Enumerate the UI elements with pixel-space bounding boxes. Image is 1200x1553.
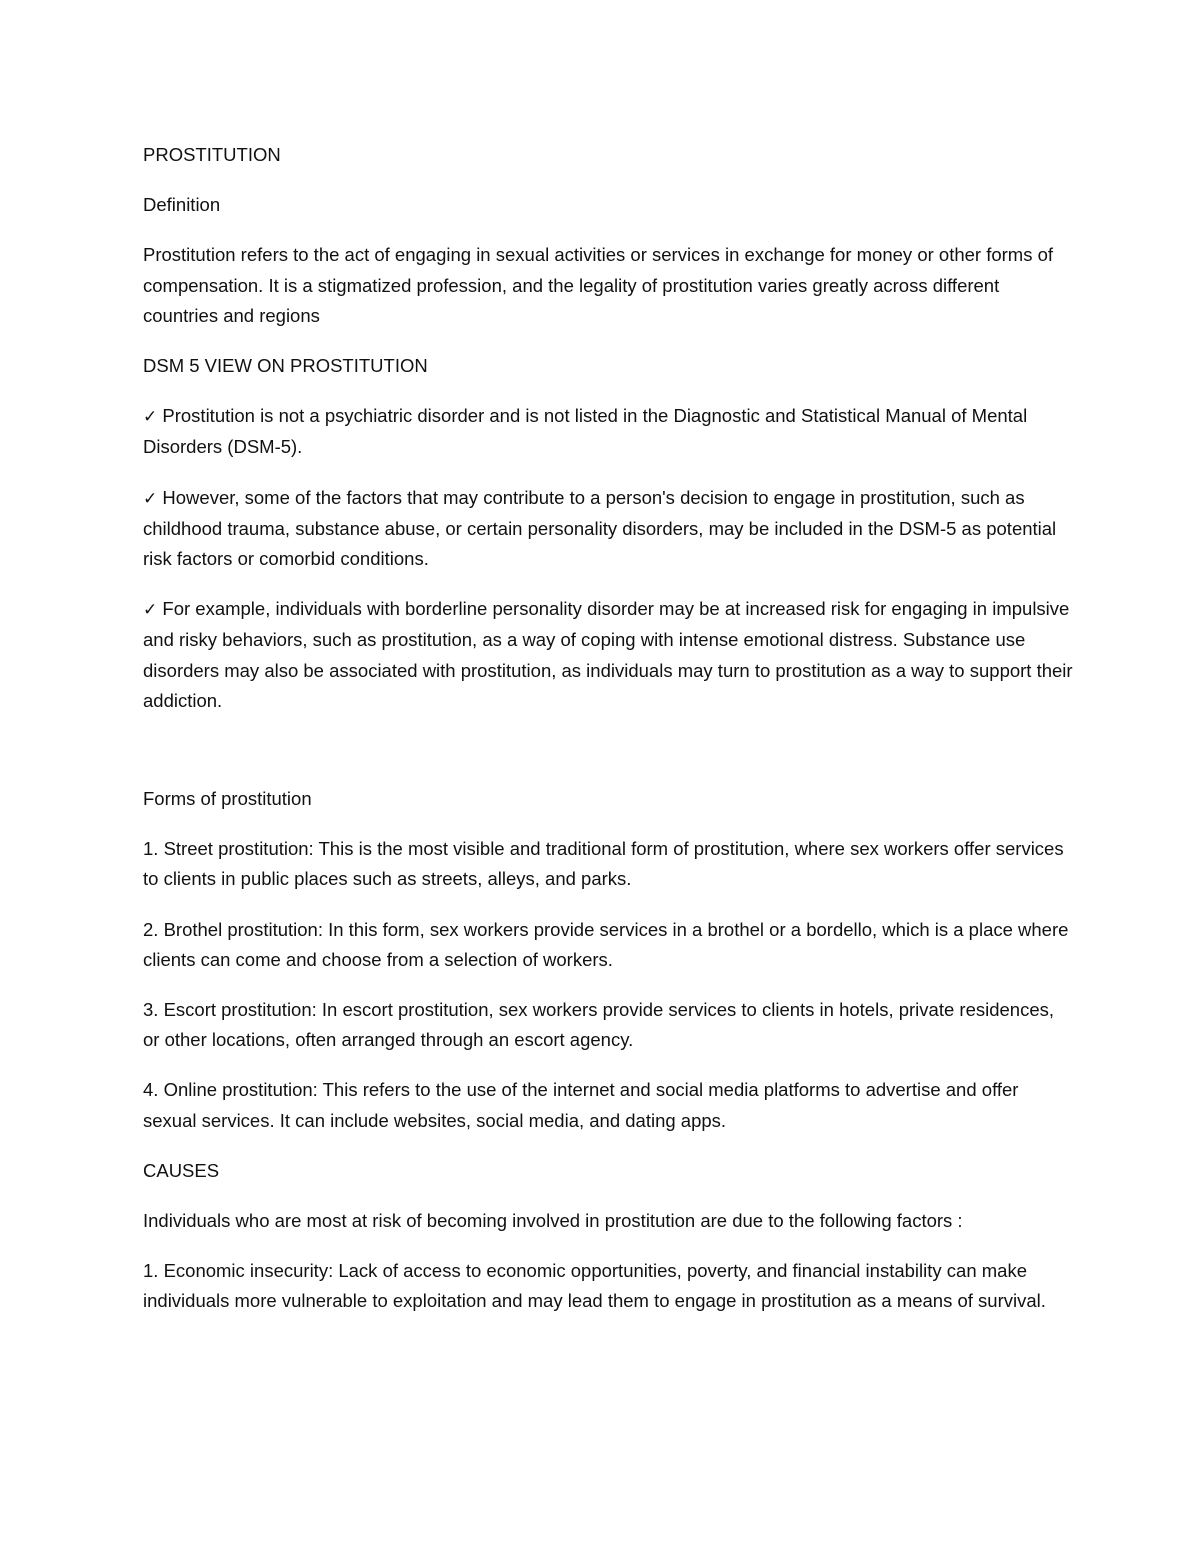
forms-heading: Forms of prostitution: [143, 788, 312, 810]
dsm-heading: DSM 5 VIEW ON PROSTITUTION: [143, 355, 428, 377]
causes-heading: CAUSES: [143, 1159, 220, 1181]
dsm-point-text: For example, individuals with borderline personality disorder may be at increased risk for engaging in impulsive and risky behaviors, such as prostitution, as a way of coping with intense emotional distress. Substance use disorders may also be associated with prostitution, as individuals may turn to prostitution as a way to support their addiction.: [143, 598, 1073, 711]
checkmark-icon: ✓: [143, 407, 158, 428]
definition-text: Prostitution refers to the act of engaging in sexual activities or services in exchange for money or other forms of compensation. It is a stigmatized profession, and the legality of prostitution varies greatly across different countries and regions: [143, 244, 1054, 326]
causes-intro: Individuals who are most at risk of becoming involved in prostitution are due to the following factors :: [143, 1210, 963, 1232]
document-body: [143, 140, 1073, 1337]
forms-list-item: 3. Escort prostitution: In escort prostitution, sex workers provide services to clients in hotels, private residences, or other locations, often arranged through an escort agency.: [143, 999, 1055, 1051]
blank-line: [143, 736, 1073, 784]
document-title: PROSTITUTION: [143, 144, 281, 165]
forms-list-item: 2. Brothel prostitution: In this form, sex workers provide services in a brothel or a bordello, which is a place where clients can come and choose from a selection of workers.: [143, 918, 1069, 970]
dsm-point: [143, 401, 1073, 462]
definition-heading: Definition: [143, 194, 221, 216]
dsm-point: [143, 594, 1073, 716]
dsm-point: [143, 483, 1073, 575]
dsm-point-text: Prostitution is not a psychiatric disorder and is not listed in the Diagnostic and Statistical Manual of Mental Disorders (DSM-5).: [143, 405, 1028, 458]
causes-list-item: 1. Economic insecurity: Lack of access to economic opportunities, poverty, and financial instability can make individuals more vulnerable to exploitation and may lead them to engage in prostitution as a means of survival.: [143, 1260, 1046, 1312]
forms-list-item: 4. Online prostitution: This refers to the use of the internet and social media platforms to advertise and offer sexual services. It can include websites, social media, and dating apps.: [143, 1079, 1019, 1131]
checkmark-icon: ✓: [143, 600, 158, 621]
checkmark-icon: ✓: [143, 488, 158, 509]
forms-list-item: 1. Street prostitution: This is the most visible and traditional form of prostitution, where sex workers offer services to clients in public places such as streets, alleys, and parks.: [143, 838, 1064, 890]
dsm-point-text: However, some of the factors that may contribute to a person's decision to engage in prostitution, such as childhood trauma, substance abuse, or certain personality disorders, may be included in the DSM-5 as potential risk factors or comorbid conditions.: [143, 486, 1057, 570]
